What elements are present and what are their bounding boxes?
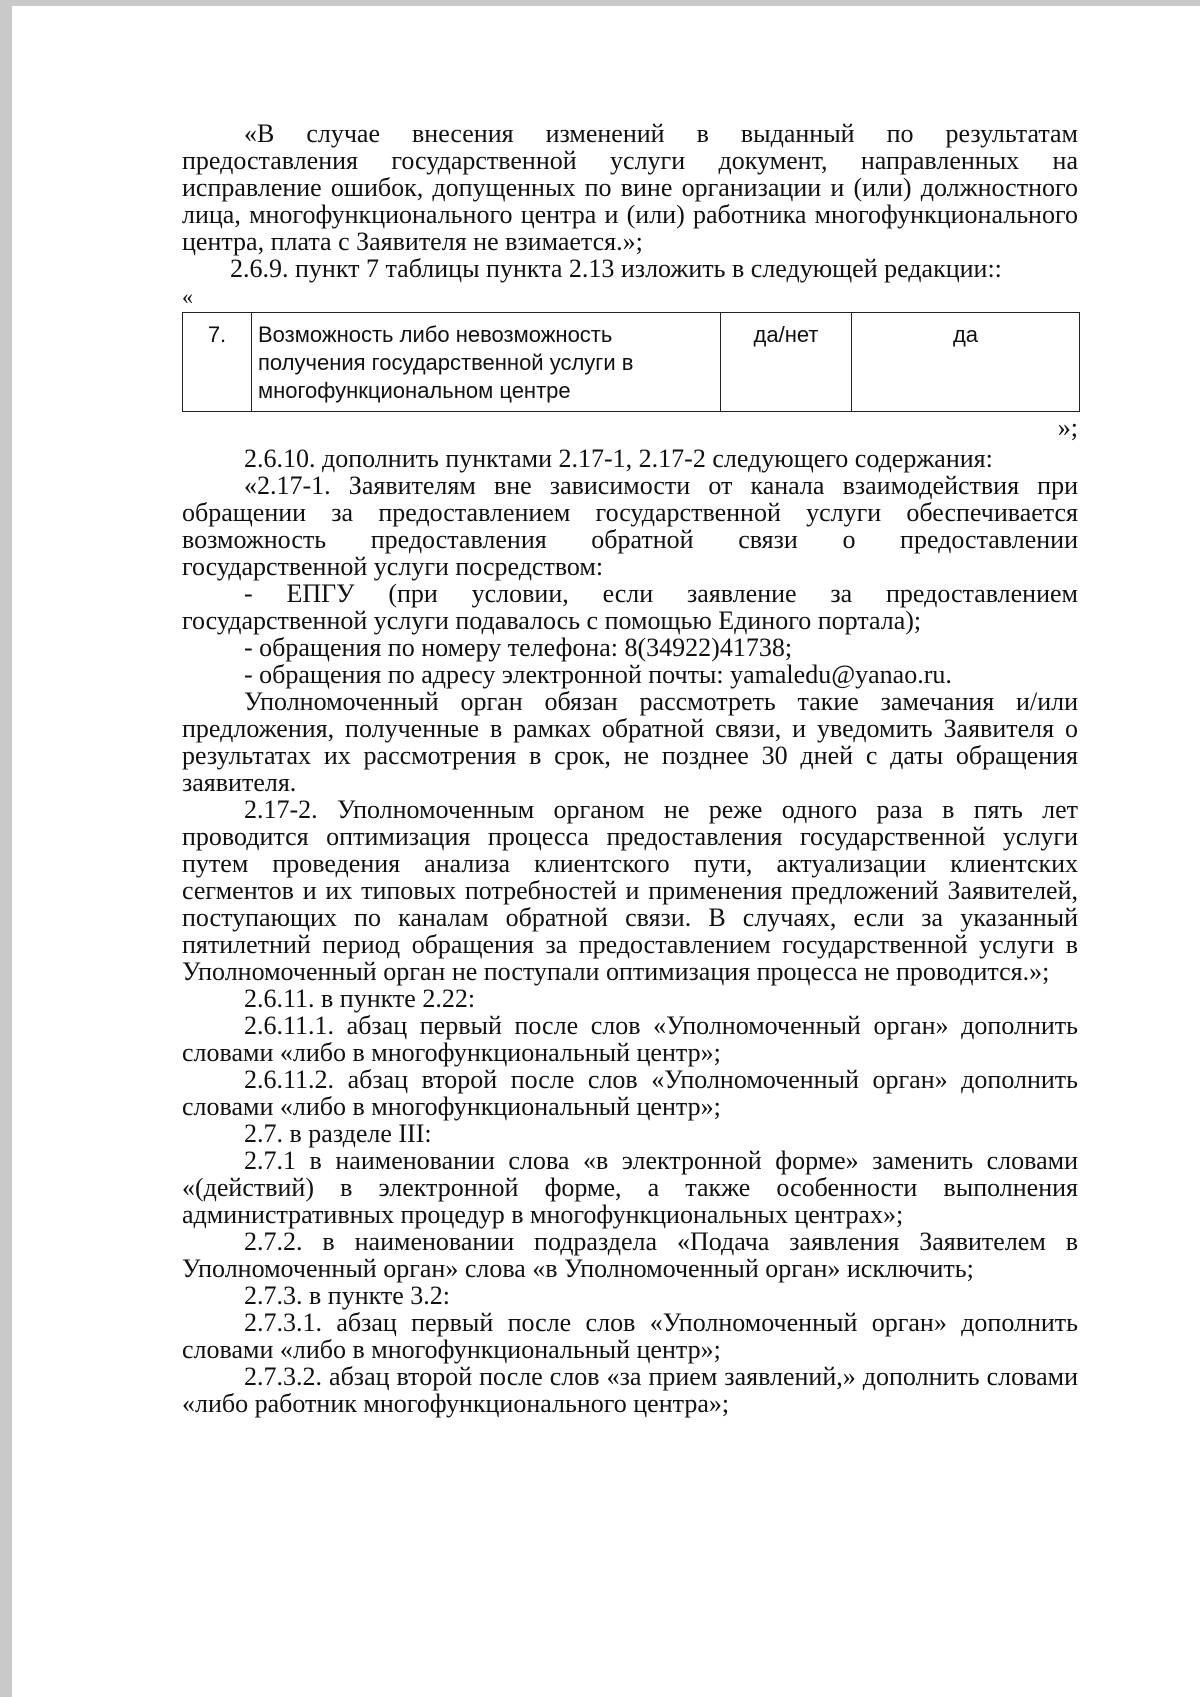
paragraph: «В случае внесения изменений в выданный по результатам предоставления государственной услуги документ, направленных на исправление ошибок, допущенных по вине организации и (или) должностного лица, многофункционального центра и (или) работника многофункционального центра, плата с Заявителя не взимается.»; (182, 119, 1078, 256)
paragraph: 2.17-2. Уполномоченным органом не реже одного раза в пять лет проводится оптимизация процесса предоставления государственной услуги путем проведения анализа клиентского пути, актуализации клиентских сегментов и их типовых потребностей и применения предложений Заявителей, поступающих по каналам обратной связи. В случаях, если за указанный пятилетний период обращения за предоставлением государственной услуги в Уполномоченный орган не поступали оптимизация процесса не проводится.»; (182, 795, 1078, 986)
paragraph: 2.7.3.1. абзац первый после слов «Уполномоченный орган» дополнить словами «либо в многофункциональный центр»; (182, 1308, 1078, 1364)
table-cell-number: 7. (183, 313, 252, 412)
paragraph: 2.6.11.2. абзац второй после слов «Уполномоченный орган» дополнить словами «либо в многофункциональный центр»; (182, 1065, 1078, 1121)
quote-open-mark: « (182, 284, 193, 309)
paragraph: «2.17-1. Заявителям вне зависимости от канала взаимодействия при обращении за предоставлением государственной услуги обеспечивается возможность предоставления обратной связи о предоставлении государственной услуги посредством: (182, 471, 1078, 581)
paragraph: 2.6.11. в пункте 2.22: (244, 984, 476, 1013)
document-page (12, 6, 1200, 1697)
paragraph: 2.7.2. в наименовании подраздела «Подача заявления Заявителем в Уполномоченный орган» слова «в Уполномоченный орган» исключить; (182, 1227, 1078, 1283)
table-cell-unit: да/нет (721, 313, 852, 412)
paragraph: 2.7.1 в наименовании слова «в электронной форме» заменить словами «(действий) в электронной форме, а также особенности выполнения административных процедур в многофункциональных центрах»; (182, 1146, 1078, 1229)
paragraph: - обращения по номеру телефона: 8(34922)41738; (244, 633, 793, 662)
paragraph: Уполномоченный орган обязан рассмотреть такие замечания и/или предложения, полученные в рамках обратной связи, и уведомить Заявителя о результатах их рассмотрения в срок, не позднее 30 дней с даты обращения заявителя. (182, 687, 1078, 797)
document-body (182, 120, 1078, 1417)
paragraph: 2.7.3. в пункте 3.2: (244, 1281, 451, 1310)
paragraph: - ЕПГУ (при условии, если заявление за предоставлением государственной услуги подавалось с помощью Единого портала); (182, 579, 1078, 635)
paragraph: 2.6.10. дополнить пунктами 2.17-1, 2.17-2 следующего содержания: (244, 444, 993, 473)
quote-close-mark: »; (1057, 413, 1078, 442)
paragraph: 2.7.3.2. абзац второй после слов «за прием заявлений,» дополнить словами «либо работник многофункционального центра»; (182, 1362, 1078, 1418)
table-row (183, 313, 1080, 412)
paragraph: 2.7. в разделе III: (244, 1119, 432, 1148)
paragraph: - обращения по адресу электронной почты: yamaledu@yanao.ru. (244, 660, 952, 689)
table-cell-description: Возможность либо невозможность получения государственной услуги в многофункциональном центре (252, 313, 721, 412)
paragraph: 2.6.9. пункт 7 таблицы пункта 2.13 изложить в следующей редакции:: (230, 254, 1002, 283)
amendment-table (182, 312, 1080, 412)
paragraph: 2.6.11.1. абзац первый после слов «Уполномоченный орган» дополнить словами «либо в многофункциональный центр»; (182, 1011, 1078, 1067)
table-cell-value: да (852, 313, 1080, 412)
